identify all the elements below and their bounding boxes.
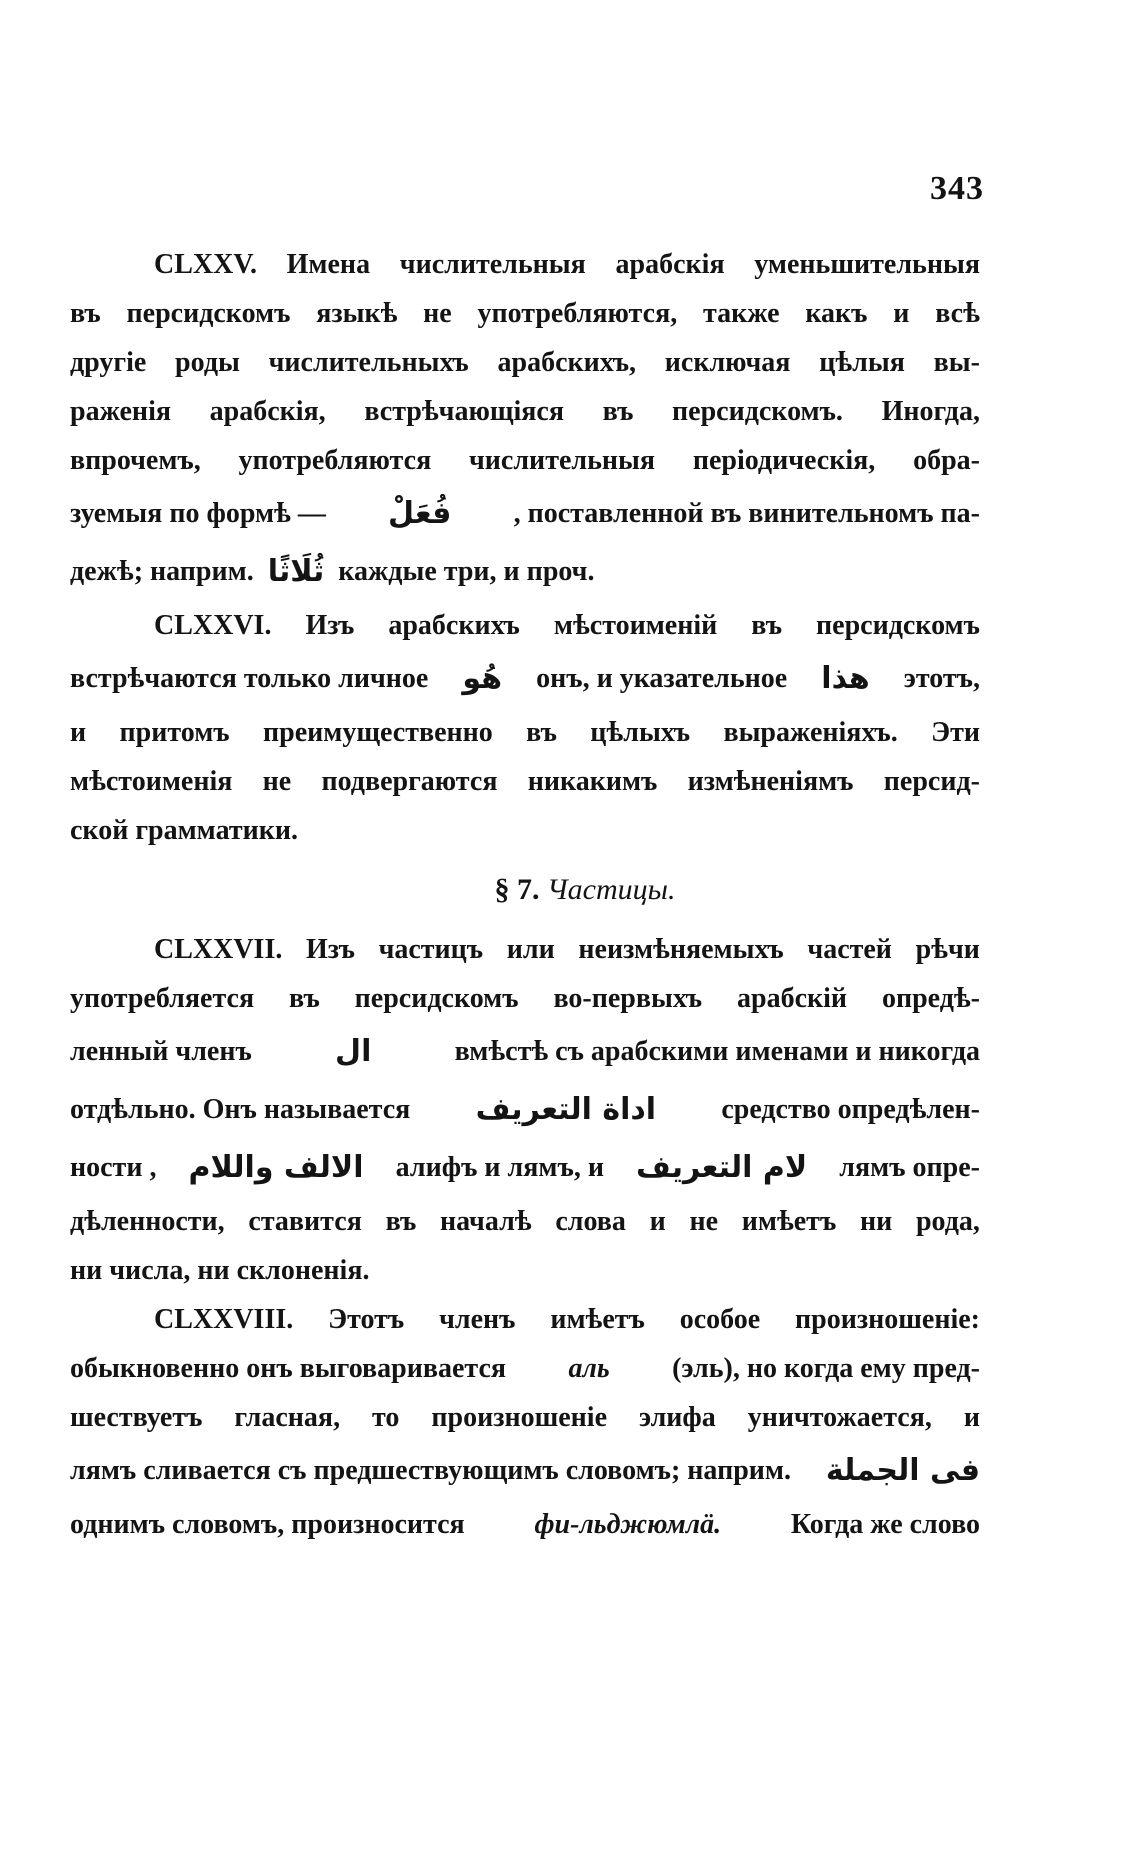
word: также bbox=[702, 298, 780, 329]
word: и bbox=[70, 717, 87, 748]
word: употребляются, bbox=[477, 298, 678, 329]
p176-line-4 bbox=[70, 757, 980, 806]
word: произношеніе: bbox=[795, 1304, 980, 1335]
text-segment: однимъ словомъ, произносится bbox=[70, 1509, 465, 1540]
p175-line-6 bbox=[70, 485, 980, 543]
word: никакимъ bbox=[527, 766, 658, 797]
word: рода, bbox=[915, 1206, 980, 1237]
word: въ bbox=[70, 298, 101, 329]
text-segment: зуемыя по формѣ — bbox=[70, 498, 326, 529]
word: Этотъ bbox=[328, 1304, 405, 1335]
text-segment: этотъ, bbox=[903, 663, 980, 694]
word: и bbox=[893, 298, 910, 329]
word: раженія bbox=[70, 396, 171, 427]
word: мѣстоименія bbox=[70, 766, 233, 797]
word: цѣлыхъ bbox=[590, 717, 691, 748]
text-segment: вмѣстѣ съ арабскими именами и никогда bbox=[454, 1036, 980, 1067]
word: уменьшительныя bbox=[754, 249, 980, 280]
word: употребляются bbox=[238, 445, 432, 476]
word: шествуетъ bbox=[70, 1402, 203, 1433]
p176-line-5 bbox=[70, 806, 980, 855]
arabic-word: لام التعريف bbox=[636, 1150, 808, 1185]
p177-line-1 bbox=[70, 925, 980, 974]
word: персидскомъ bbox=[126, 298, 291, 329]
word: элифа bbox=[638, 1402, 716, 1433]
word: обра- bbox=[913, 445, 980, 476]
word: роды bbox=[175, 347, 240, 378]
text-segment: лямъ опре- bbox=[839, 1152, 980, 1183]
word: исключая bbox=[664, 347, 791, 378]
word: или bbox=[506, 934, 555, 965]
word: арабскихъ, bbox=[497, 347, 637, 378]
text-segment: ской грамматики. bbox=[70, 815, 298, 846]
word: другіе bbox=[70, 347, 147, 378]
text-segment: ности , bbox=[70, 1152, 157, 1183]
p178-line-5 bbox=[70, 1500, 980, 1549]
word: Имена bbox=[286, 249, 371, 280]
word: Эти bbox=[931, 717, 980, 748]
text-segment: встрѣчаются только личное bbox=[70, 663, 429, 694]
word: особое bbox=[679, 1304, 761, 1335]
p178-line-2 bbox=[70, 1344, 980, 1393]
word: персид- bbox=[883, 766, 980, 797]
word: ни bbox=[859, 1206, 893, 1237]
word: имѣетъ bbox=[741, 1206, 837, 1237]
word: притомъ bbox=[119, 717, 230, 748]
word: гласная, bbox=[234, 1402, 341, 1433]
word: мѣстоименій bbox=[553, 610, 718, 641]
word: арабскій bbox=[737, 983, 848, 1014]
italic-word: аль bbox=[568, 1353, 610, 1384]
p177-line-3 bbox=[70, 1023, 980, 1081]
p175-line-1 bbox=[70, 240, 980, 289]
p177-line-5 bbox=[70, 1139, 980, 1197]
text-segment: дежѣ; наприм. bbox=[70, 556, 254, 587]
text-segment: алифъ и лямъ, и bbox=[395, 1152, 604, 1183]
word: ставится bbox=[248, 1206, 362, 1237]
word: CLXXVIII. bbox=[154, 1304, 294, 1335]
word: произношеніе bbox=[431, 1402, 608, 1433]
word: то bbox=[372, 1402, 400, 1433]
word: въ bbox=[602, 396, 634, 427]
word: не bbox=[262, 766, 292, 797]
word: частей bbox=[807, 934, 892, 965]
arabic-word: ثُلَاثًا bbox=[267, 554, 325, 589]
page-body bbox=[70, 240, 980, 1549]
text-segment: обыкновенно онъ выговаривается bbox=[70, 1353, 507, 1384]
text-segment: Когда же слово bbox=[790, 1509, 980, 1540]
text-segment: онъ, и указательное bbox=[536, 663, 788, 694]
word: какъ bbox=[805, 298, 868, 329]
word: числительныхъ bbox=[268, 347, 469, 378]
text-segment: лямъ сливается съ предшествующимъ словомъ; наприм. bbox=[70, 1455, 791, 1486]
word: измѣненіямъ bbox=[687, 766, 854, 797]
italic-word: фи-льджюмлä. bbox=[534, 1509, 722, 1540]
word: Изъ bbox=[306, 934, 355, 965]
word: и bbox=[649, 1206, 666, 1237]
p178-line-4 bbox=[70, 1442, 980, 1500]
p176-line-1 bbox=[70, 601, 980, 650]
arabic-word: اداة التعريف bbox=[475, 1092, 657, 1127]
word: CLXXVI. bbox=[154, 610, 272, 641]
p177-line-2 bbox=[70, 974, 980, 1023]
word: цѣлыя bbox=[819, 347, 905, 378]
word: встрѣчающіяся bbox=[364, 396, 565, 427]
p177-line-4 bbox=[70, 1081, 980, 1139]
word: во-первыхъ bbox=[553, 983, 703, 1014]
p175-line-3 bbox=[70, 338, 980, 387]
word: персидскомъ bbox=[354, 983, 519, 1014]
word: опредѣ- bbox=[881, 983, 980, 1014]
arabic-word: هذا bbox=[821, 661, 870, 696]
word: неизмѣняемыхъ bbox=[578, 934, 784, 965]
word: частицъ bbox=[378, 934, 484, 965]
word: и bbox=[963, 1402, 980, 1433]
word: CLXXV. bbox=[154, 249, 257, 280]
word: числительныя bbox=[399, 249, 586, 280]
section-heading bbox=[70, 855, 980, 925]
word: Изъ bbox=[305, 610, 355, 641]
word: языкѣ bbox=[316, 298, 398, 329]
word: арабскія bbox=[615, 249, 725, 280]
word: подвергаются bbox=[321, 766, 498, 797]
word: употребляется bbox=[70, 983, 255, 1014]
text-segment: средство опредѣлен- bbox=[721, 1094, 980, 1125]
p177-line-7 bbox=[70, 1246, 980, 1295]
word: персидскомъ bbox=[816, 610, 980, 641]
word: не bbox=[423, 298, 452, 329]
word: вы- bbox=[933, 347, 980, 378]
word: персидскомъ. bbox=[672, 396, 843, 427]
word: всѣ bbox=[935, 298, 980, 329]
word: Иногда, bbox=[881, 396, 980, 427]
p176-line-2 bbox=[70, 650, 980, 708]
word: въ bbox=[751, 610, 783, 641]
word: уничтожается, bbox=[747, 1402, 932, 1433]
text-segment: отдѣльно. Онъ называется bbox=[70, 1094, 411, 1125]
arabic-word: فى الجملة bbox=[825, 1453, 980, 1488]
arabic-word: فُعَلْ bbox=[388, 496, 452, 531]
word: имѣетъ bbox=[550, 1304, 645, 1335]
p175-line-4 bbox=[70, 387, 980, 436]
word: дѣленности, bbox=[70, 1206, 225, 1237]
p178-line-3 bbox=[70, 1393, 980, 1442]
text-segment: ни числа, ни склоненія. bbox=[70, 1255, 370, 1286]
text-segment: (эль), но когда ему пред- bbox=[672, 1353, 980, 1384]
arabic-word: الالف واللام bbox=[188, 1150, 364, 1185]
word: арабскихъ bbox=[388, 610, 520, 641]
section-title: Частицы. bbox=[547, 873, 676, 906]
word: рѣчи bbox=[915, 934, 980, 965]
word: слова bbox=[555, 1206, 626, 1237]
arabic-word: هُو bbox=[462, 661, 503, 696]
page-number: 343 bbox=[930, 170, 984, 207]
word: выраженіяхъ. bbox=[723, 717, 898, 748]
word: періодическія, bbox=[692, 445, 876, 476]
word: членъ bbox=[439, 1304, 516, 1335]
section-sign: § 7. bbox=[494, 873, 540, 906]
word: въ bbox=[289, 983, 320, 1014]
word: началѣ bbox=[440, 1206, 532, 1237]
word: не bbox=[689, 1206, 719, 1237]
word: арабскія, bbox=[209, 396, 326, 427]
text-segment: , поставленной въ винительномъ па- bbox=[513, 498, 980, 529]
arabic-word: ال bbox=[335, 1034, 372, 1069]
p175-line-2 bbox=[70, 289, 980, 338]
p176-line-3 bbox=[70, 708, 980, 757]
word: впрочемъ, bbox=[70, 445, 201, 476]
p175-line-7 bbox=[70, 543, 980, 601]
text-segment: каждые три, и проч. bbox=[338, 556, 595, 587]
p175-line-5 bbox=[70, 436, 980, 485]
word: въ bbox=[526, 717, 557, 748]
word: CLXXVII. bbox=[154, 934, 283, 965]
p178-line-1 bbox=[70, 1295, 980, 1344]
p177-line-6 bbox=[70, 1197, 980, 1246]
word: преимущественно bbox=[263, 717, 493, 748]
word: числительныя bbox=[469, 445, 656, 476]
text-segment: ленный членъ bbox=[70, 1036, 252, 1067]
word: въ bbox=[385, 1206, 417, 1237]
